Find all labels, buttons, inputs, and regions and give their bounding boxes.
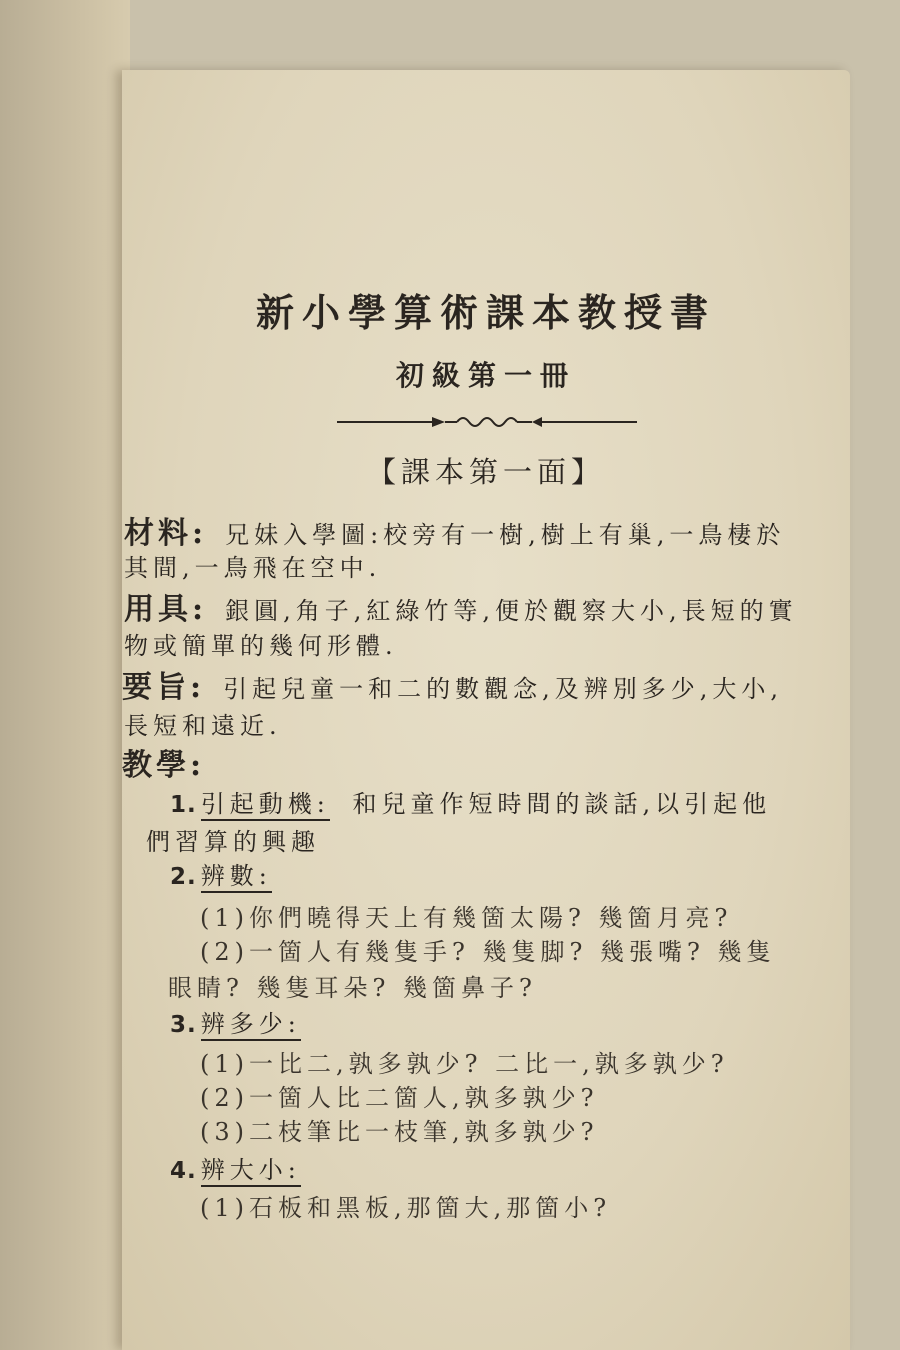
page-stack-edge xyxy=(0,0,130,1350)
step-3-question-2: (2)一箇人比二箇人,孰多孰少? xyxy=(200,1084,599,1112)
tools-label: 用具: xyxy=(124,592,208,627)
book-subtitle: 初級第一冊 xyxy=(395,359,576,392)
step-2-question-2-continuation: 眼睛? 幾隻耳朵? 幾箇鼻子? xyxy=(168,974,537,1002)
aim-line-2: 長短和遠近. xyxy=(124,712,282,740)
step-1-number: 1. xyxy=(170,792,197,818)
step-3-question-3: (3)二枝筆比一枝筆,孰多孰少? xyxy=(200,1118,599,1146)
teaching-label: 教學: xyxy=(122,748,206,783)
aim-text: 引起兒童一和二的數觀念,及辨別多少,大小, xyxy=(223,675,783,703)
tools-line-2: 物或簡單的幾何形體. xyxy=(124,632,398,660)
step-3-title: 辨多少: xyxy=(201,1010,301,1041)
step-4-line xyxy=(170,1150,301,1185)
material-text: 兄妹入學圖:校旁有一樹,樹上有巢,一鳥棲於 xyxy=(225,521,786,549)
step-2-line xyxy=(170,856,272,891)
lesson-heading: 【課本第一面】 xyxy=(366,455,605,489)
page-content xyxy=(122,70,850,1350)
step-1-text: 和兒童作短時間的談話,以引起他 xyxy=(352,790,772,818)
aim-label: 要旨: xyxy=(122,670,206,705)
step-2-title: 辨數: xyxy=(201,862,272,893)
step-1-continuation: 們習算的興趣 xyxy=(146,828,320,856)
step-4-question-1: (1)石板和黑板,那箇大,那箇小? xyxy=(200,1194,612,1222)
step-2-question-1: (1)你們曉得天上有幾箇太陽? 幾箇月亮? xyxy=(200,904,733,932)
aim-line-1 xyxy=(122,662,783,706)
material-line-2: 其間,一鳥飛在空中. xyxy=(124,554,382,582)
book-title: 新小學算術課本教授書 xyxy=(255,290,716,335)
material-line-1 xyxy=(124,508,785,552)
step-1-line xyxy=(170,784,771,819)
book-page xyxy=(122,70,850,1350)
ornament-divider-icon xyxy=(337,410,637,434)
step-4-title: 辨大小: xyxy=(201,1156,301,1187)
tools-text: 銀圓,角子,紅綠竹等,便於觀察大小,長短的實 xyxy=(225,597,798,625)
step-2-question-2: (2)一箇人有幾隻手? 幾隻脚? 幾張嘴? 幾隻 xyxy=(200,938,776,966)
step-3-line xyxy=(170,1004,301,1039)
step-3-number: 3. xyxy=(170,1012,197,1038)
step-2-number: 2. xyxy=(170,864,197,890)
step-1-title: 引起動機: xyxy=(201,790,330,821)
step-4-number: 4. xyxy=(170,1158,197,1184)
tools-line-1 xyxy=(124,584,798,628)
teaching-line xyxy=(122,740,223,784)
material-label: 材料: xyxy=(124,516,208,551)
step-3-question-1: (1)一比二,孰多孰少? 二比一,孰多孰少? xyxy=(200,1050,729,1078)
